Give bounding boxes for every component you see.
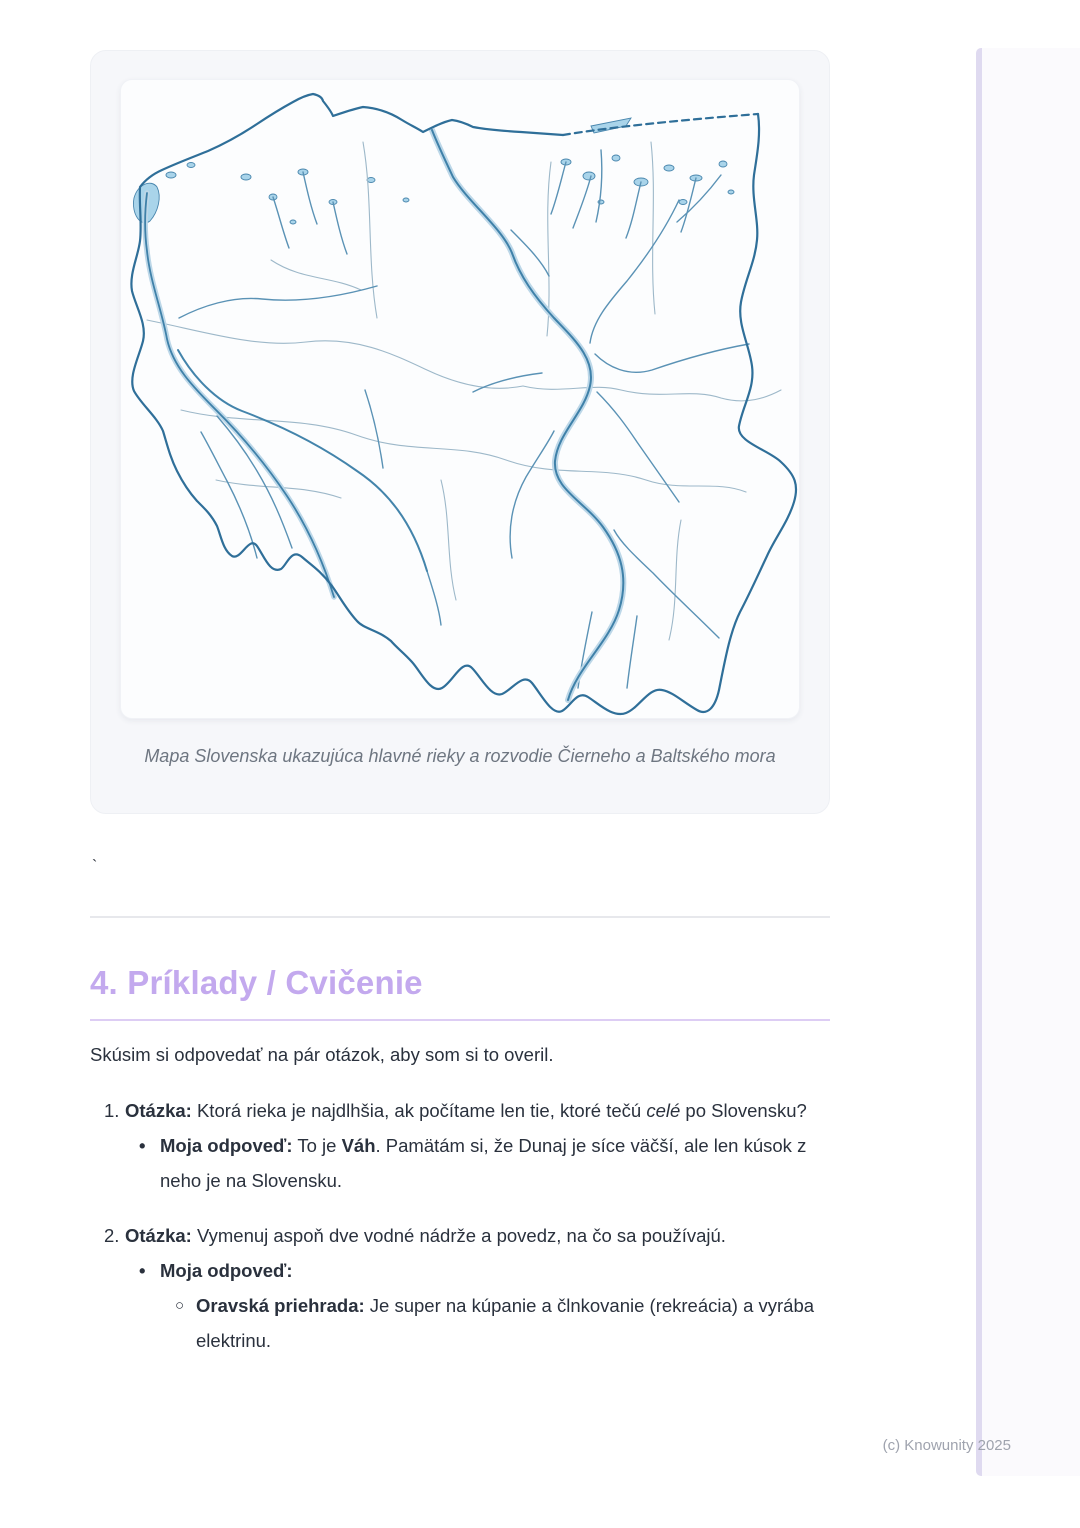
map-image	[120, 79, 800, 719]
bullet-circle-icon: ○	[175, 1297, 185, 1314]
question-label: Otázka:	[125, 1100, 192, 1121]
stray-character: `	[92, 858, 98, 875]
qa-list	[90, 1093, 830, 1358]
sub-answer-label: Oravská priehrada:	[196, 1295, 365, 1316]
figure-caption: Mapa Slovenska ukazujúca hlavné rieky a rozvodie Čierneho a Baltského mora	[144, 746, 776, 766]
answer-label: Moja odpoveď:	[160, 1135, 293, 1156]
answer-text: Moja odpoveď: To je Váh. Pamätám si, že Dunaj je síce väčší, ale len kúsok z neho je na Slovensku.	[160, 1135, 807, 1191]
section-heading: 4. Príklady / Cvičenie	[90, 964, 423, 1001]
river-map-svg	[121, 80, 800, 719]
list-number: 1.	[104, 1100, 120, 1121]
figure-card	[90, 50, 830, 814]
list-item	[90, 1218, 830, 1358]
answer-label: Moja odpoveď:	[160, 1260, 293, 1281]
bullet-disc-icon: •	[139, 1260, 146, 1281]
question-text: Otázka: Vymenuj aspoň dve vodné nádrže a povedz, na čo sa používajú.	[125, 1225, 726, 1246]
answer-text	[160, 1253, 830, 1288]
list-item	[90, 1093, 830, 1198]
sub-answer-text: Oravská priehrada: Je super na kúpanie a člnkovanie (rekreácia) a vyrába elektrinu.	[196, 1295, 815, 1351]
bullet-disc-icon: •	[139, 1135, 146, 1156]
next-page-edge	[976, 48, 1080, 1476]
heading-underline	[90, 1019, 830, 1021]
sub-answer-item	[160, 1288, 830, 1358]
copyright-watermark: (c) Knowunity 2025	[882, 1437, 1011, 1454]
intro-paragraph: Skúsim si odpovedať na pár otázok, aby som si to overil.	[90, 1044, 554, 1065]
question-label: Otázka:	[125, 1225, 192, 1246]
list-number: 2.	[104, 1225, 120, 1246]
answer-item	[125, 1253, 830, 1358]
question-text: Otázka: Ktorá rieka je najdlhšia, ak počítame len tie, ktoré tečú celé po Slovensku?	[125, 1100, 807, 1121]
note-content	[90, 50, 830, 1358]
section-divider	[90, 916, 830, 918]
answer-item	[125, 1128, 830, 1198]
